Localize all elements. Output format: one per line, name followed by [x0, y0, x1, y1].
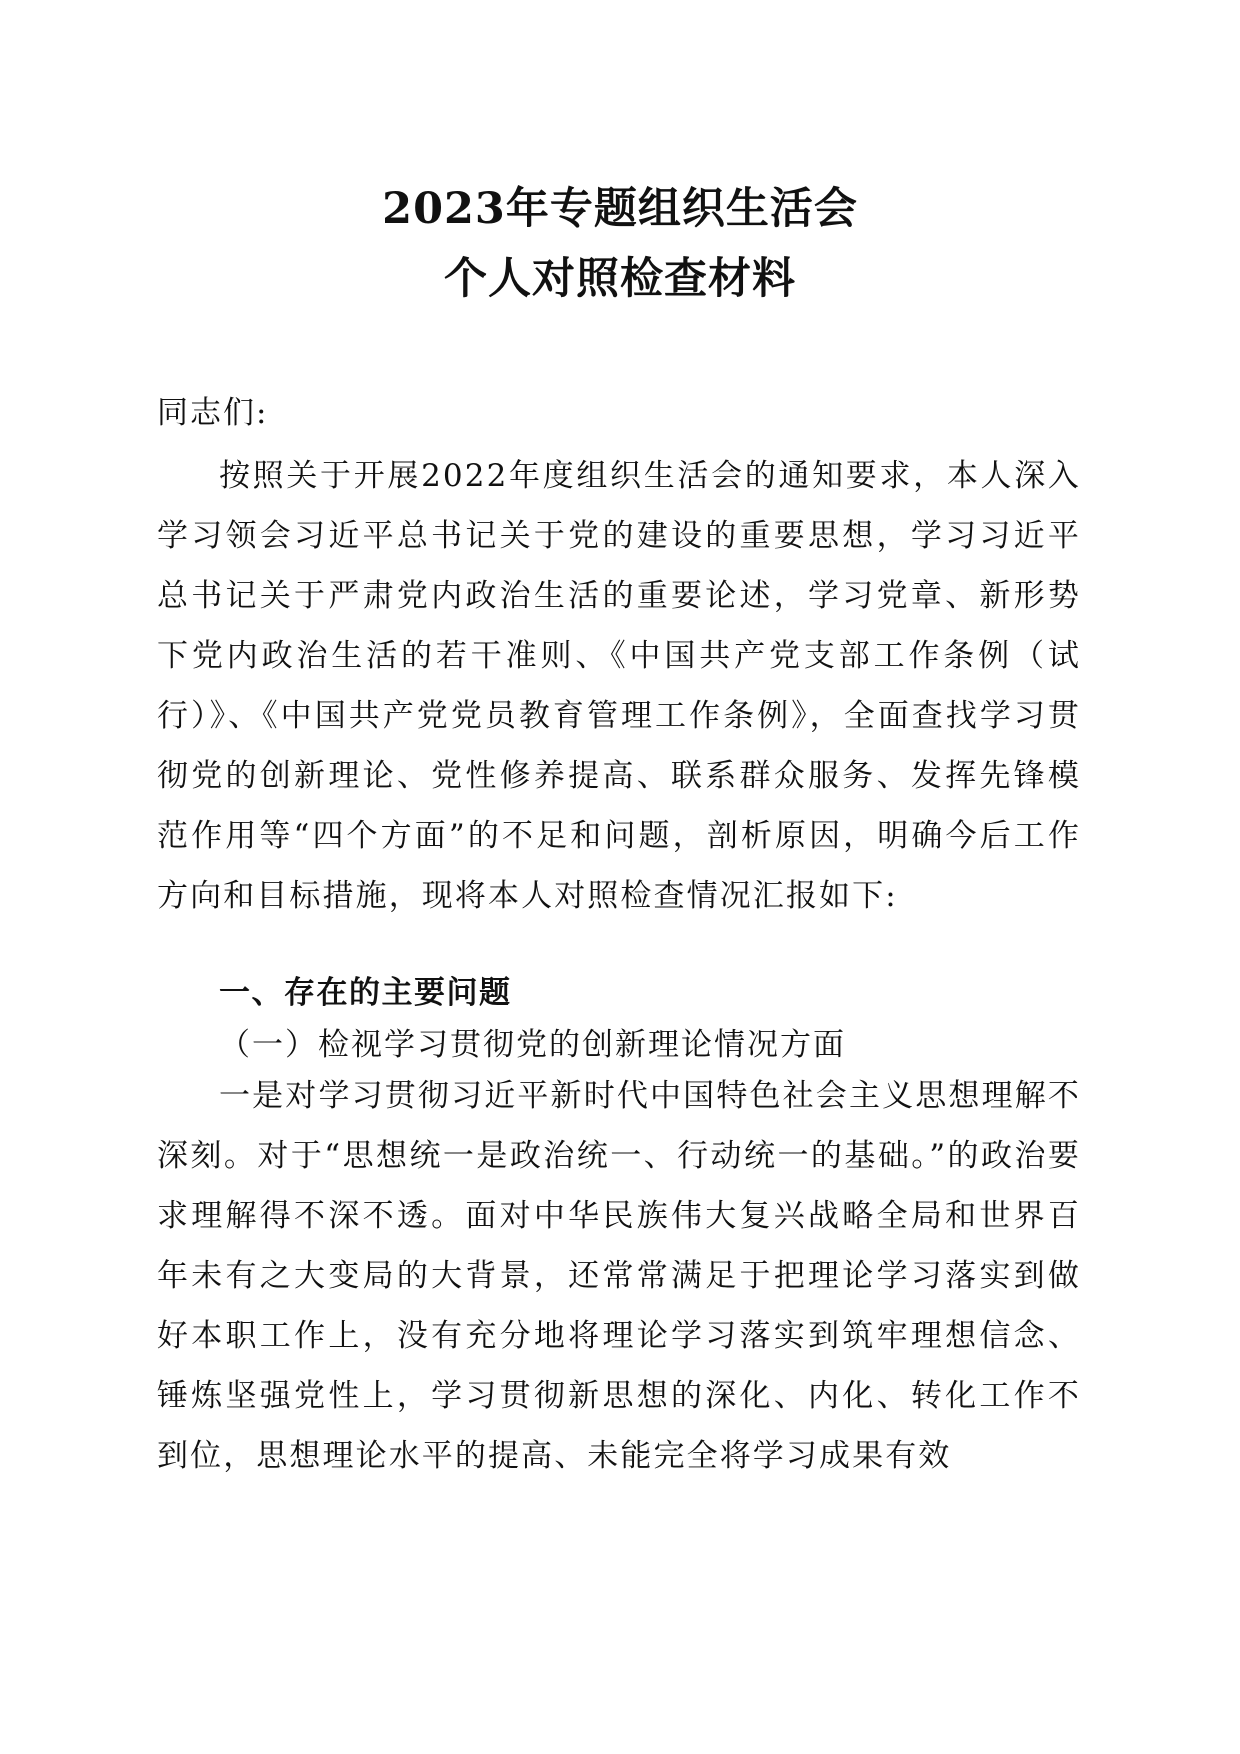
- document-title-line-2: 个人对照检查材料: [444, 254, 796, 304]
- salutation: 同志们:: [157, 395, 269, 431]
- section-heading: 一、存在的主要问题: [219, 975, 512, 1011]
- document-title-line-1: 2023年专题组织生活会: [382, 184, 858, 234]
- intro-paragraph: 按照关于开展2022年度组织生活会的通知要求，本人深入学习领会习近平总书记关于党的建设的重要思想，学习习近平总书记关于严肃党内政治生活的重要论述，学习党章、新形势下党内政治生活的若干准则、《中国共产党支部工作条例（试行）》、《中国共产党党员教育管理工作条例》，全面查找学习贯彻党的创新理论、党性修养提高、联系群众服务、发挥先锋模范作用等“四个方面”的不足和问题，剖析原因，明确今后工作方向和目标措施，现将本人对照检查情况汇报如下:: [157, 458, 1081, 914]
- issue-paragraph: 一是对学习贯彻习近平新时代中国特色社会主义思想理解不深刻。对于“思想统一是政治统一、行动统一的基础。”的政治要求理解得不深不透。面对中华民族伟大复兴战略全局和世界百年未有之大变局的大背景，还常常满足于把理论学习落实到做好本职工作上，没有充分地将理论学习落实到筑牢理想信念、锤炼坚强党性上，学习贯彻新思想的深化、内化、转化工作不到位，思想理论水平的提高、未能完全将学习成果有效: [157, 1078, 1081, 1474]
- subsection-heading: （一）检视学习贯彻党的创新理论情况方面: [219, 1027, 846, 1063]
